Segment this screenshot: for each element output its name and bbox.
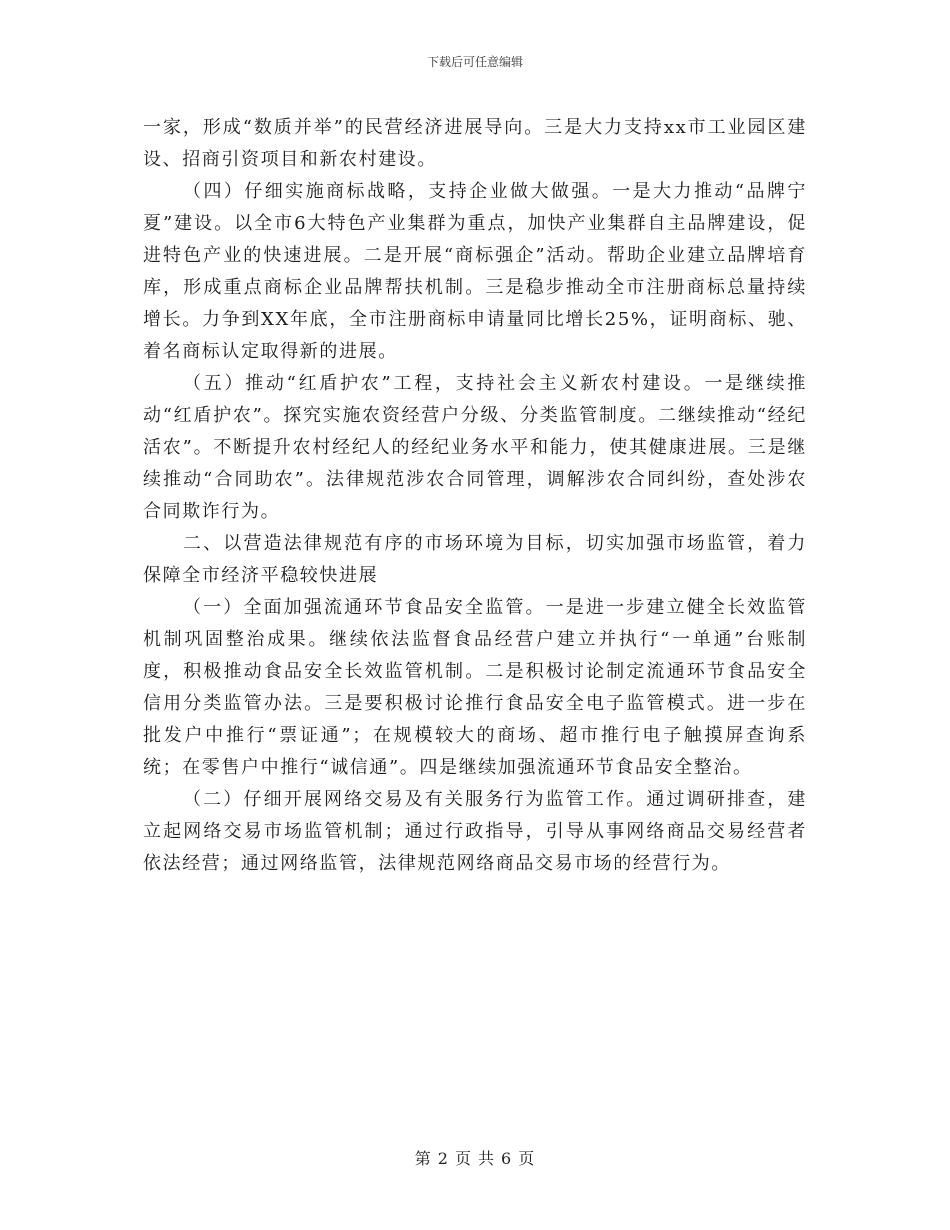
- page-footer: [0, 1149, 950, 1169]
- footer-suffix: 页: [518, 1149, 536, 1168]
- paragraph-trademark-strategy: （四）仔细实施商标战略，支持企业做大做强。一是大力推动“品牌宁夏”建设。以全市6大特色产业集群为重点，加快产业集群自主品牌建设，促进特色产业的快速进展。二是开展“商标强企”活动。帮助企业建立品牌培育库，形成重点商标企业品牌帮扶机制。三是稳步推动全市注册商标总量持续增长。力争到XX年底，全市注册商标申请量同比增长25%，证明商标、驰、着名商标认定取得新的进展。: [143, 181, 807, 362]
- footer-prefix: 第: [414, 1149, 432, 1168]
- paragraph-food-safety: （一）全面加强流通环节食品安全监管。一是进一步建立健全长效监管机制巩固整治成果。继续依法监督食品经营户建立并执行“一单通”台账制度，积极推动食品安全长效监管机制。二是积极讨论制定流通环节食品安全信用分类监管办法。三是要积极讨论推行食品安全电子监管模式。进一步在批发户中推行“票证通”；在规模较大的商场、超市推行电子触摸屏查询系统；在零售户中推行“诚信通”。四是继续加强流通环节食品安全整治。: [143, 597, 807, 778]
- current-page-number: 2: [437, 1149, 449, 1168]
- page-header-note: 下载后可任意编辑: [426, 55, 523, 69]
- total-pages-number: 6: [501, 1149, 513, 1168]
- section-heading-market-supervision: 二、以营造法律规范有序的市场环境为目标，切实加强市场监管，着力保障全市经济平稳较快进展: [143, 533, 807, 586]
- footer-middle: 页 共: [454, 1149, 496, 1168]
- document-body: [143, 112, 807, 880]
- paragraph-red-shield-agriculture: （五）推动“红盾护农”工程，支持社会主义新农村建设。一是继续推动“红盾护农”。探究实施农资经营户分级、分类监管制度。二继续推动“经纪活农”。不断提升农村经纪人的经纪业务水平和能力，使其健康进展。三是继续推动“合同助农”。法律规范涉农合同管理，调解涉农合同纠纷，查处涉农合同欺诈行为。: [143, 373, 807, 522]
- paragraph-continuation: 一家，形成“数质并举”的民营经济进展导向。三是大力支持xx市工业园区建设、招商引资项目和新农村建设。: [143, 117, 807, 170]
- paragraph-online-trading: （二）仔细开展网络交易及有关服务行为监管工作。通过调研排查，建立起网络交易市场监管机制；通过行政指导，引导从事网络商品交易经营者依法经营；通过网络监管，法律规范网络商品交易市场的经营行为。: [143, 789, 807, 874]
